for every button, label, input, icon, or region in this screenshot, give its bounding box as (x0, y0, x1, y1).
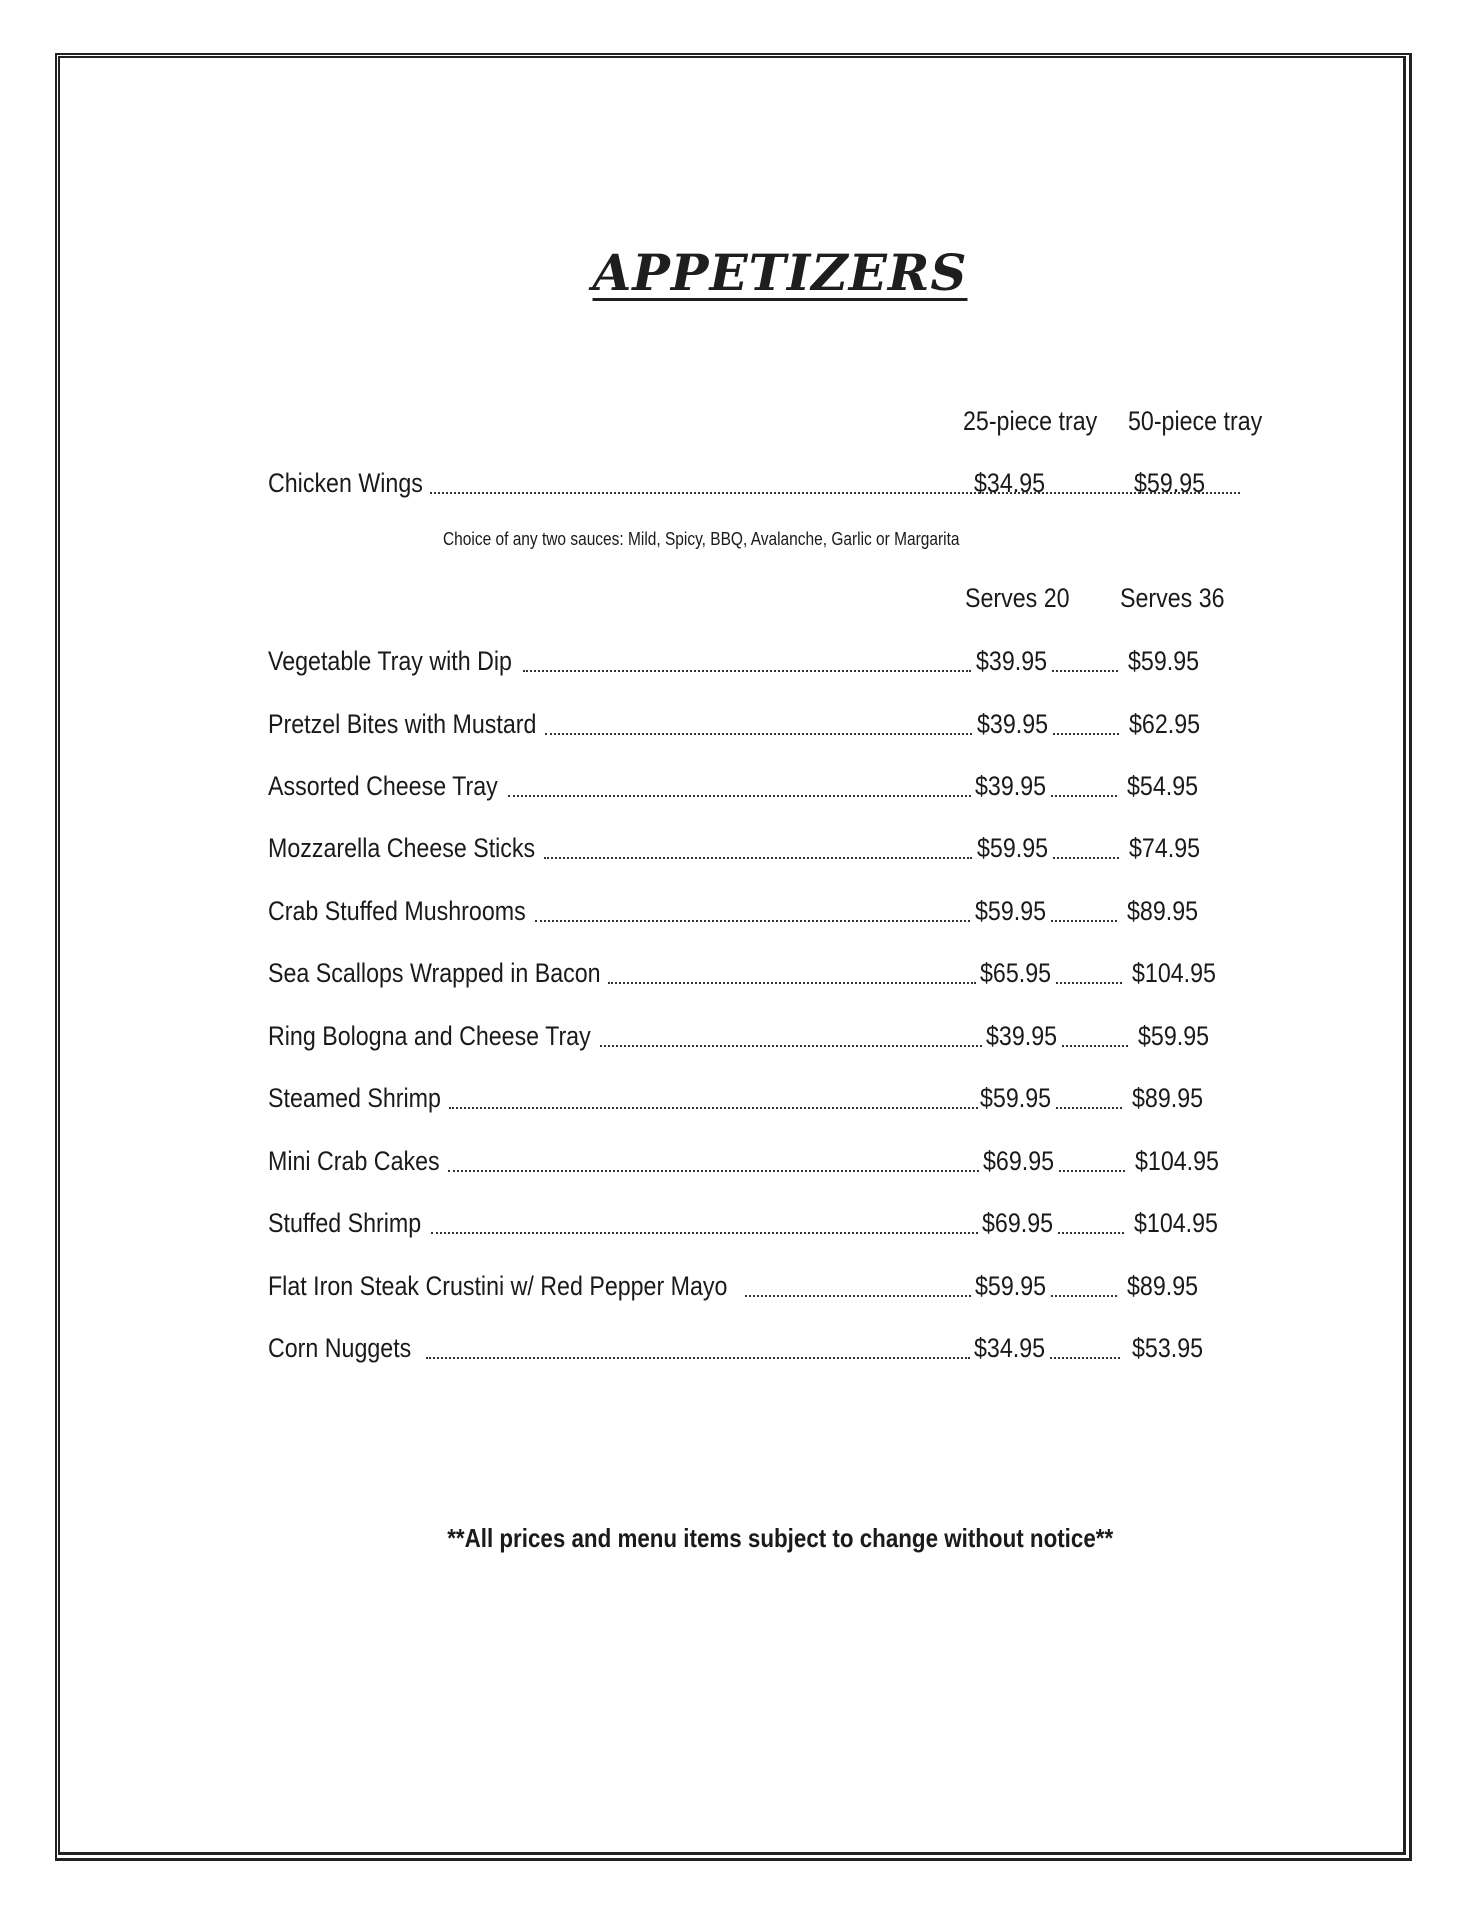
item-name: Ring Bologna and Cheese Tray (268, 1021, 591, 1051)
dot-leader (1050, 1357, 1120, 1359)
price-50-piece: $59.95 (1134, 468, 1206, 498)
item-name: Mozzarella Cheese Sticks (268, 833, 536, 863)
dot-leader (1053, 857, 1119, 859)
dot-leader (430, 492, 1240, 494)
dot-leader (1056, 1107, 1122, 1109)
item-name: Steamed Shrimp (268, 1083, 441, 1113)
column-header-serves-20: Serves 20 (965, 583, 1070, 613)
price-serves-36: $89.95 (1132, 1083, 1204, 1113)
price-serves-36: $62.95 (1129, 709, 1201, 739)
price-serves-20: $34.95 (974, 1333, 1046, 1363)
price-serves-36: $104.95 (1134, 1208, 1218, 1238)
dot-leader (608, 982, 976, 984)
price-serves-36: $59.95 (1128, 646, 1200, 676)
price-serves-20: $39.95 (976, 646, 1048, 676)
sauce-note: Choice of any two sauces: Mild, Spicy, BBQ, Avalanche, Garlic or Margarita (443, 529, 960, 549)
item-name: Mini Crab Cakes (268, 1146, 440, 1176)
price-serves-20: $59.95 (975, 896, 1047, 926)
item-name: Stuffed Shrimp (268, 1208, 422, 1238)
price-serves-20: $39.95 (986, 1021, 1058, 1051)
dot-leader (1062, 1045, 1128, 1047)
dot-leader (745, 1295, 971, 1297)
item-name: Assorted Cheese Tray (268, 771, 498, 801)
dot-leader (431, 1232, 978, 1234)
dot-leader (1056, 982, 1122, 984)
column-header-50-piece: 50-piece tray (1128, 406, 1263, 436)
price-change-notice (0, 1523, 1484, 1554)
page-border (55, 53, 1412, 1861)
dot-leader (426, 1357, 970, 1359)
price-serves-20: $59.95 (980, 1083, 1052, 1113)
dot-leader (449, 1107, 978, 1109)
price-serves-20: $39.95 (977, 709, 1049, 739)
price-serves-36: $54.95 (1127, 771, 1199, 801)
column-header-25-piece: 25-piece tray (963, 406, 1098, 436)
price-serves-36: $74.95 (1129, 833, 1201, 863)
price-serves-36: $104.95 (1135, 1146, 1219, 1176)
dot-leader (508, 795, 971, 797)
column-header-serves-36: Serves 36 (1120, 583, 1225, 613)
notice-text: **All prices and menu items subject to change without notice** (447, 1523, 1113, 1553)
item-name: Sea Scallops Wrapped in Bacon (268, 958, 601, 988)
price-serves-20: $69.95 (983, 1146, 1055, 1176)
dot-leader (600, 1045, 982, 1047)
dot-leader (535, 920, 970, 922)
item-name: Pretzel Bites with Mustard (268, 709, 537, 739)
price-serves-36: $59.95 (1138, 1021, 1210, 1051)
price-25-piece: $34.95 (974, 468, 1046, 498)
price-serves-36: $89.95 (1127, 1271, 1199, 1301)
item-name: Vegetable Tray with Dip (268, 646, 512, 676)
price-serves-20: $69.95 (982, 1208, 1054, 1238)
price-serves-36: $89.95 (1127, 896, 1199, 926)
dot-leader (545, 733, 972, 735)
price-serves-20: $59.95 (975, 1271, 1047, 1301)
dot-leader (1058, 1232, 1124, 1234)
item-name: Corn Nuggets (268, 1333, 412, 1363)
price-serves-20: $39.95 (975, 771, 1047, 801)
dot-leader (1051, 1295, 1117, 1297)
page-title: APPETIZERS (592, 243, 968, 302)
item-name: Flat Iron Steak Crustini w/ Red Pepper Mayo (268, 1271, 728, 1301)
dot-leader (1053, 733, 1119, 735)
price-serves-20: $65.95 (980, 958, 1052, 988)
price-serves-36: $104.95 (1132, 958, 1216, 988)
dot-leader (448, 1170, 979, 1172)
dot-leader (523, 670, 971, 672)
item-name: Crab Stuffed Mushrooms (268, 896, 526, 926)
dot-leader (1051, 795, 1117, 797)
item-name: Chicken Wings (268, 468, 423, 498)
dot-leader (1051, 920, 1117, 922)
dot-leader (1059, 1170, 1125, 1172)
dot-leader (544, 857, 972, 859)
price-serves-20: $59.95 (977, 833, 1049, 863)
price-serves-36: $53.95 (1132, 1333, 1204, 1363)
dot-leader (1052, 670, 1118, 672)
